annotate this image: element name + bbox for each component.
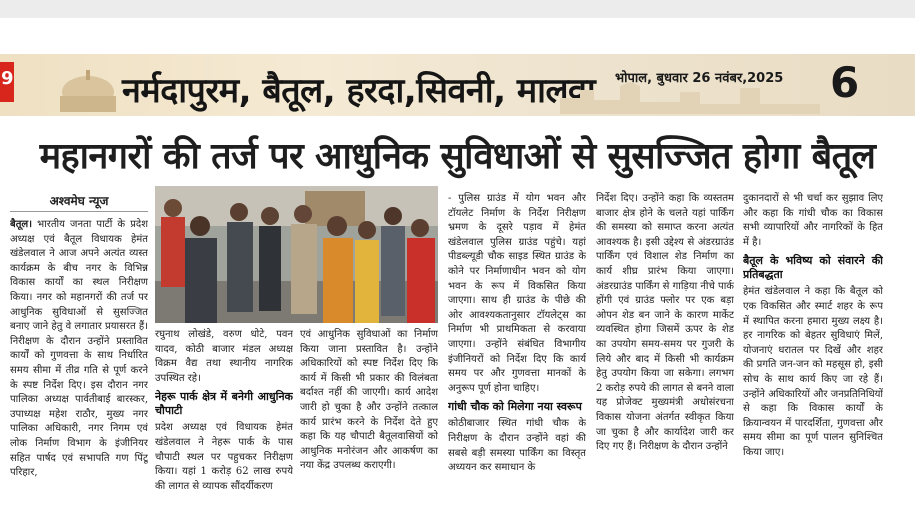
col6-text-2: हेमंत खंडेलवाल ने कहा कि बैतूल को एक विकसित और स्मार्ट शहर के रूप में स्थापित करना हमारा मुख्य लक्ष्य है। हर नागरिक को बेहतर सुविधाएं मिलें, योजनाएं धरातल पर दिखें और शहर की प्रगति जन-जन को महसूस हो, इसी सोच के साथ कार्य किए जा रहे हैं। उन्होंने अधिकारियों और जनप्रतिनिधियों से कहा कि विकास कार्यों के क्रियान्वयन में पारदर्शिता, गुणवत्ता और समय सीमा का पूर्ण पालन सुनिश्चित किया जाए। xyxy=(743,286,883,458)
page-number: 6 xyxy=(830,58,860,107)
col5-text: निर्देश दिए। उन्होंने कहा कि व्यस्ततम बाजार क्षेत्र होने के चलते यहां पार्किंग की समस्या को समाप्त करना अत्यंत आवश्यक है। इसी उद्देश्य से अंडरग्राउंड पार्किंग एवं विशाल शेड निर्माण का कार्य शीघ्र प्रारंभ किया जाएगा। अंडरग्राउंड पार्किंग से गाड़िया नीचे पार्क होंगी एवं ग्राउंड फ्लोर पर एक बड़ा ओपन शेड बन जाने के कारण मार्केट व्यवस्थित होगा जिसमें ऊपर के शेड का उपयोग समय-समय पर गुजरी के लिये और बाद में किसी भी कार्यक्रम हेतु उपयोग किया जा सकेगा। लगभग 2 करोड़ रुपये की लागत से बनने वाला यह प्रोजेक्ट मुख्यमंत्री अधोसंरचना विकास योजना अंतर्गत स्वीकृत किया जा चुका है और कार्यादेश जारी कर दिए गए हैं। निरीक्षण के दौरान उन्होंने xyxy=(596,193,734,453)
article-column-5 xyxy=(596,192,734,510)
page-masthead xyxy=(0,54,915,116)
article-column-6 xyxy=(743,192,883,510)
article-column-3 xyxy=(300,328,438,510)
masthead-title: नर्मदापुरम, बैतूल, हरदा,सिवनी, मालवा xyxy=(122,71,596,111)
news-photo xyxy=(155,186,438,323)
col4-text: - पुलिस ग्राउंड में योग भवन और टॉयलेट निर्माण के निर्देश निरीक्षण भ्रमण के दूसरे पड़ाव में हेमंत खंडेलवाल पुलिस ग्राउंड पहुंचे। यहां पीडब्ल्यूडी चौक साइड स्थित ग्राउंड के कोने पर निर्माणाधीन भवन को योग भवन के रूप में विकसित किया जाएगा। साथ ही ग्राउंड के पीछे की ओर आवश्यकतानुसार टॉयलेट्स का निर्माण भी प्राथमिकता से करवाया जाएगा। उन्होंने संबंधित विभागीय इंजीनियरों को निर्देश दिए कि कार्य समय पर और गुणवत्ता मानकों के अनुरूप पूर्ण होना चाहिए। xyxy=(448,193,586,394)
col3-text: एवं आधुनिक सुविधाओं का निर्माण किया जाना प्रस्तावित है। उन्होंने अधिकारियों को स्पष्ट निर्देश दिए कि कार्य में किसी भी प्रकार की विलंबता बर्दाश्त नहीं की जाएगी। कार्य आदेश जारी हो चुका है और उन्होंने तत्काल कार्य प्रारंभ करने के निर्देश देते हुए कहा कि यह चौपाटी बैतूलवासियों को आधुनिक मनोरंजन और आकर्षण का नया केंद्र उपलब्ध कराएगी। xyxy=(300,329,438,472)
col4-text-2: कोठीबाजार स्थित गांधी चौक के निरीक्षण के दौरान उन्होंने वहां की सबसे बड़ी समस्या पार्किंग का विस्तृत अध्ययन कर समाधान के xyxy=(448,418,586,474)
article-column-4 xyxy=(448,192,586,510)
main-headline: महानगरों की तर्ज पर आधुनिक सुविधाओं से सुसज्जित होगा बैतूल xyxy=(39,136,876,177)
edge-red-tab xyxy=(0,62,14,102)
subheading-future: बैतूल के भविष्य को संवारने की प्रतिबद्धता xyxy=(743,254,883,282)
edge-letter: 9 xyxy=(1,68,14,89)
group-inspection-photo xyxy=(155,186,438,323)
dateline-place: बैतूल। xyxy=(10,219,32,230)
col2-text: रघुनाथ लोखंडे, वरुण धोटे, पवन यादव, कोठी बाजार मंडल अध्यक्ष विक्रम वैद्य तथा स्थानीय नागरिक उपस्थित रहे। xyxy=(155,329,293,384)
col2-text-2: प्रदेश अध्यक्ष एवं विधायक हेमंत खंडेलवाल ने नेहरू पार्क के पास चौपाटी स्थल पर पहुचकर निरीक्षण किया। यहां 1 करोड़ 62 लाख रुपये की लागत से व्यापक सौंदर्यीकरण xyxy=(155,422,293,492)
byline: अश्वमेघ न्यूज xyxy=(10,192,148,212)
temple-dome-graphic xyxy=(48,68,128,112)
subheading-gandhi-chowk: गांधी चौक को मिलेगा नया स्वरूप xyxy=(448,400,582,414)
dateline: भोपाल, बुधवार 26 नवंबर,2025 xyxy=(615,71,784,86)
top-margin-strip xyxy=(0,0,915,18)
subheading-nehru-park: नेहरू पार्क क्षेत्र में बनेगी आधुनिक चौपाटी xyxy=(155,390,293,418)
col1-text: भारतीय जनता पार्टी के प्रदेश अध्यक्ष एवं बैतूल विधायक हेमंत खंडेलवाल ने आज अपने अत्यंत व्यस्त कार्यक्रम के बीच नगर के विभिन्न विकास कार्यों का स्थल निरीक्षण किया। नगर को महानगरों की तर्ज पर आधुनिक सुविधाओं से सुसज्जित बनाए जाने हेतु वे लगातार प्रयासरत हैं। निरीक्षण के दौरान उन्होंने प्रस्तावित कार्यों को गुणवत्ता के साथ निर्धारित समय सीमा में तीव्र गति से पूर्ण करने के स्पष्ट निर्देश दिए। इस दौरान नगर पालिका अध्यक्ष पार्वतीबाई बारस्कर, उपाध्यक्ष महेश राठौर, मुख्य नगर पालिका अधिकारी, नगर निगम एवं लोक निर्माण विभाग के इंजीनियर सहित पार्षद एवं सभापति गण पिंटू परिहार, xyxy=(10,219,148,479)
col6-text: दुकानदारों से भी चर्चा कर सुझाव लिए और कहा कि गांधी चौक का विकास सभी व्यापारियों और नागरिकों के हित में है। xyxy=(743,193,883,248)
article-column-2 xyxy=(155,328,293,510)
article-column-1 xyxy=(10,192,148,510)
